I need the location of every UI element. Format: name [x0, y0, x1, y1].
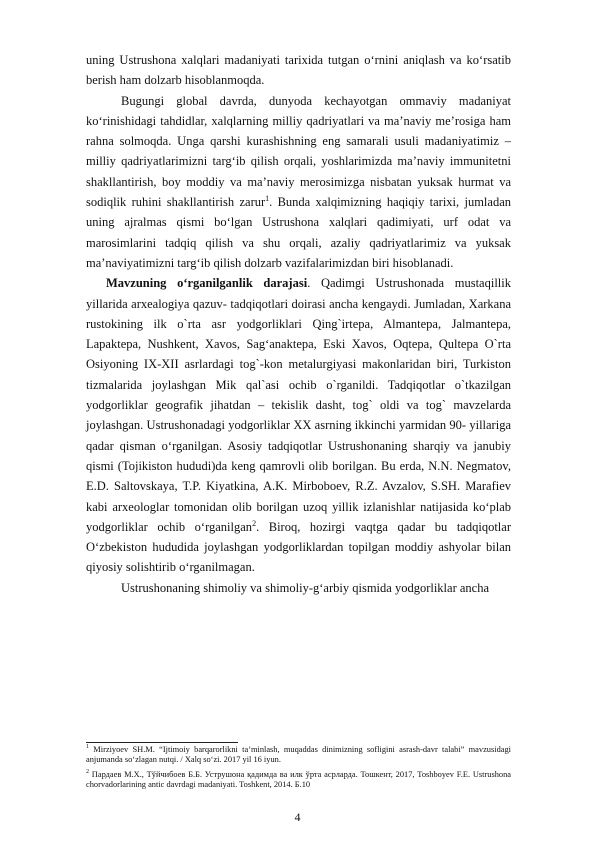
footnote-mark-2: 2 — [86, 769, 89, 776]
footnote-2 — [86, 770, 511, 791]
paragraph-2-text-b: . Bunda xalqimizning haqiqiy tarixi, jumladan uning ajralmas qismi bo‘lgan Ustrushona xalqlari qadimiyati, urf odat va marosimlarini tadqiq qilish va shu orqali, azaliy qadriyatlarimiz va yuksak ma’naviyatimizni targ‘ib qilish dolzarb vazifalarimizdan biri hisoblanadi. — [86, 195, 511, 270]
body-text — [86, 50, 511, 598]
footnotes — [86, 745, 511, 795]
paragraph-3-text-a: . Qadimgi Ustrushonada mustaqillik yillarida arxealogiya qazuv- tadqiqotlari doirasi ancha kengaydi. Jumladan, Xarkana rustokining ilk o`rta asr yodgorliklari Qing`irtepa, Almantepa, Jalmantepa, Lapaktepa, Nushkent, Xavos, Sag‘anaktepa, Eski Xavos, Oqtepa, Qultepa O`rta Osiyoning IX-XII asrlardagi tog`-kon metalurgiyasi makonlaridan biri, Turkiston tizmalarida joylashgan Mik qal`asi ochib o`rganildi. Tadqiqotlar o`tkazilgan yodgorliklar geografik jihatdan – tekislik dasht, tog` oldi va tog` mavzelarda joylashgan. Ustrushonadagi yodgorliklar XX asrning ikkinchi yarmidan 90- yillariga qadar qisman o‘rganilgan. Asosiy tadqiqotlar Ustrushonaning sharqiy va janubiy qismi (Tojikiston hududi)da keng qamrovli olib borilgan. Bu erda, N.N. Negmatov, E.D. Saltovskaya, T.P. Kiyatkina, A.K. Mirboboev, R.Z. Avzalov, S.SH. Marafiev kabi arxeologlar tomonidan olib borilgan uzoq yillik izlanishlar natijasida ko‘plab yodgorliklar ochib o‘rganilgan — [86, 276, 511, 534]
paragraph-2-text-a: Bugungi global davrda, dunyoda kechayotgan ommaviy madaniyat ko‘rinishidagi tahdidlar, xalqlarning milliy qadriyatlari va ma’naviy me’rosiga ham rahna solmoqda. Unga qarshi kurashishning eng samarali usuli madaniyatimiz – milliy qadriyatlarimizni targ‘ib qilish orqali, yoshlarimizda ma’naviy immunitetni shakllantirish, boy moddiy va ma’naviy merosimizga nisbatan yuksak hurmat va sodiqlik ruhini shakllantirish zarur — [86, 93, 511, 210]
paragraph-3 — [86, 273, 511, 577]
paragraph-2 — [86, 91, 511, 274]
page-number: 4 — [294, 810, 301, 824]
footnote-ref-1[interactable]: 1 — [265, 193, 270, 203]
paragraph-4-text: Ustrushonaning shimoliy va shimoliy-g‘arbiy qismida yodgorliklar ancha — [121, 580, 489, 595]
footnote-1 — [86, 745, 511, 766]
footnote-text-2: Пардаев М.Х., Тўйчибоев Б.Б. Уструшона қадимда ва илк ўрта асрларда. Тошкент, 2017, Toshboyev F.E. Ustrushona chorvadorlarining antic davrdagi madaniyati. Toshkent, 2014. Б.10 — [86, 769, 511, 790]
footnote-ref-2[interactable]: 2 — [252, 518, 257, 528]
paragraph-4 — [86, 578, 511, 598]
section-heading: Mavzuning o‘rganilganlik darajasi — [106, 276, 308, 291]
footnote-text-1: Mirziyoev SH.M. “Ijtimoiy barqarorlikni ta’minlash, muqaddas dinimizning sofligini asrash-davr talabi” mavzusidagi anjumanda so‘zlagan nutqi. / Xalq so‘zi. 2017 yil 16 iyun. — [86, 745, 511, 765]
footnote-mark-1: 1 — [86, 744, 89, 751]
paragraph-3-text-b: . Biroq, hozirgi vaqtga qadar bu tadqiqotlar O‘zbekiston hududida joylashgan yodgorliklardan topilgan moddiy ashyolar bilan qiyosiy solishtirib o‘rganilmagan. — [86, 519, 511, 575]
footnote-divider — [86, 742, 238, 743]
paragraph-1 — [86, 50, 511, 91]
paragraph-1-text: uning Ustrushona xalqlari madaniyati tarixida tutgan o‘rnini aniqlash va ko‘rsatib berish ham dolzarb hisoblanmoqda. — [86, 53, 511, 88]
